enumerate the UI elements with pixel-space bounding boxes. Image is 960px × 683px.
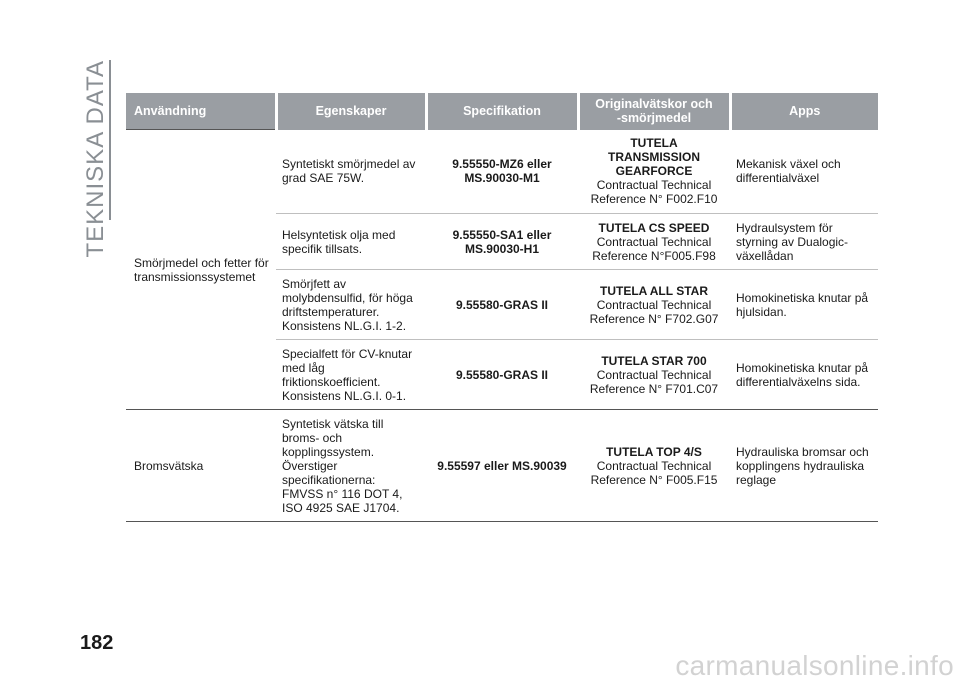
section-title [80, 60, 112, 258]
apps-cell: Mekanisk växel och differentialväxel [736, 157, 841, 186]
apps-cell: Homokinetiska knutar på differentialväxelns sida. [730, 340, 878, 410]
fluid-cell [578, 340, 730, 410]
section-divider [109, 60, 111, 220]
apps-cell: Hydrauliska bromsar och kopplingens hydrauliska reglage [730, 410, 878, 522]
fluid-reference: Contractual Technical Reference N° F702.G07 [589, 297, 719, 326]
fluid-name: TUTELA STAR 700 [601, 353, 707, 368]
usage-cell: Smörjmedel och fetter för transmissionssystemet [126, 130, 276, 410]
header-specification: Specifikation [426, 93, 578, 130]
section-title-text: TEKNISKA DATA [82, 60, 109, 258]
apps-cell: Homokinetiska knutar på hjulsidan. [730, 270, 878, 340]
specification-cell: 9.55550-SA1 eller MS.90030-H1 [426, 214, 578, 270]
properties-cell: Specialfett för CV-knutar med låg friktionskoefficient. Konsistens NL.G.I. 0-1. [276, 340, 426, 410]
table-header-row [126, 93, 878, 130]
specification-cell: 9.55597 eller MS.90039 [426, 410, 578, 522]
fluid-reference: Contractual Technical Reference N°F005.F98 [592, 234, 716, 263]
properties-cell: Syntetiskt smörjmedel av grad SAE 75W. [282, 157, 416, 186]
table-row [126, 130, 878, 214]
header-usage: Användning [126, 93, 276, 130]
fluid-reference: Contractual Technical Reference N° F701.C07 [589, 367, 719, 396]
header-properties: Egenskaper [276, 93, 426, 130]
properties-cell: Syntetisk vätska till broms- och kopplingssystem. Överstiger specifikationerna: FMVSS n° 116 DOT 4, ISO 4925 SAE J1704. [276, 410, 426, 522]
fluid-reference: Contractual Technical Reference N° F002.F10 [590, 178, 718, 207]
usage-cell: Bromsvätska [126, 410, 276, 522]
header-fluids-line1: Originalvätskor och [595, 97, 713, 112]
specification-cell: 9.55550-MZ6 eller MS.90030-M1 [452, 157, 552, 186]
fluid-name: TUTELA TRANSMISSION GEARFORCE [607, 136, 700, 179]
fluid-cell [578, 130, 730, 214]
properties-cell: Smörjfett av molybdensulfid, för höga driftstemperaturer. Konsistens NL.G.I. 1-2. [276, 270, 426, 340]
fluid-cell [578, 214, 730, 270]
watermark: carmanualsonline.info [675, 650, 954, 681]
properties-cell: Helsyntetisk olja med specifik tillsats. [276, 214, 426, 270]
fluid-name: TUTELA CS SPEED [598, 220, 710, 235]
header-fluids-line2: -smörjmedel [616, 111, 692, 126]
table-row [126, 410, 878, 522]
header-fluids [578, 93, 730, 130]
specification-cell: 9.55580-GRAS II [426, 270, 578, 340]
fluid-cell [578, 270, 730, 340]
fluid-name: TUTELA TOP 4/S [606, 444, 702, 459]
fluid-name: TUTELA ALL STAR [600, 283, 708, 298]
fluid-cell [578, 410, 730, 522]
apps-cell: Hydraulsystem för styrning av Dualogic-växellådan [730, 214, 878, 270]
lubricants-table [126, 93, 878, 522]
page-number: 182 [80, 632, 114, 654]
specification-cell: 9.55580-GRAS II [426, 340, 578, 410]
fluid-reference: Contractual Technical Reference N° F005.F15 [590, 458, 718, 487]
header-apps: Apps [730, 93, 878, 130]
